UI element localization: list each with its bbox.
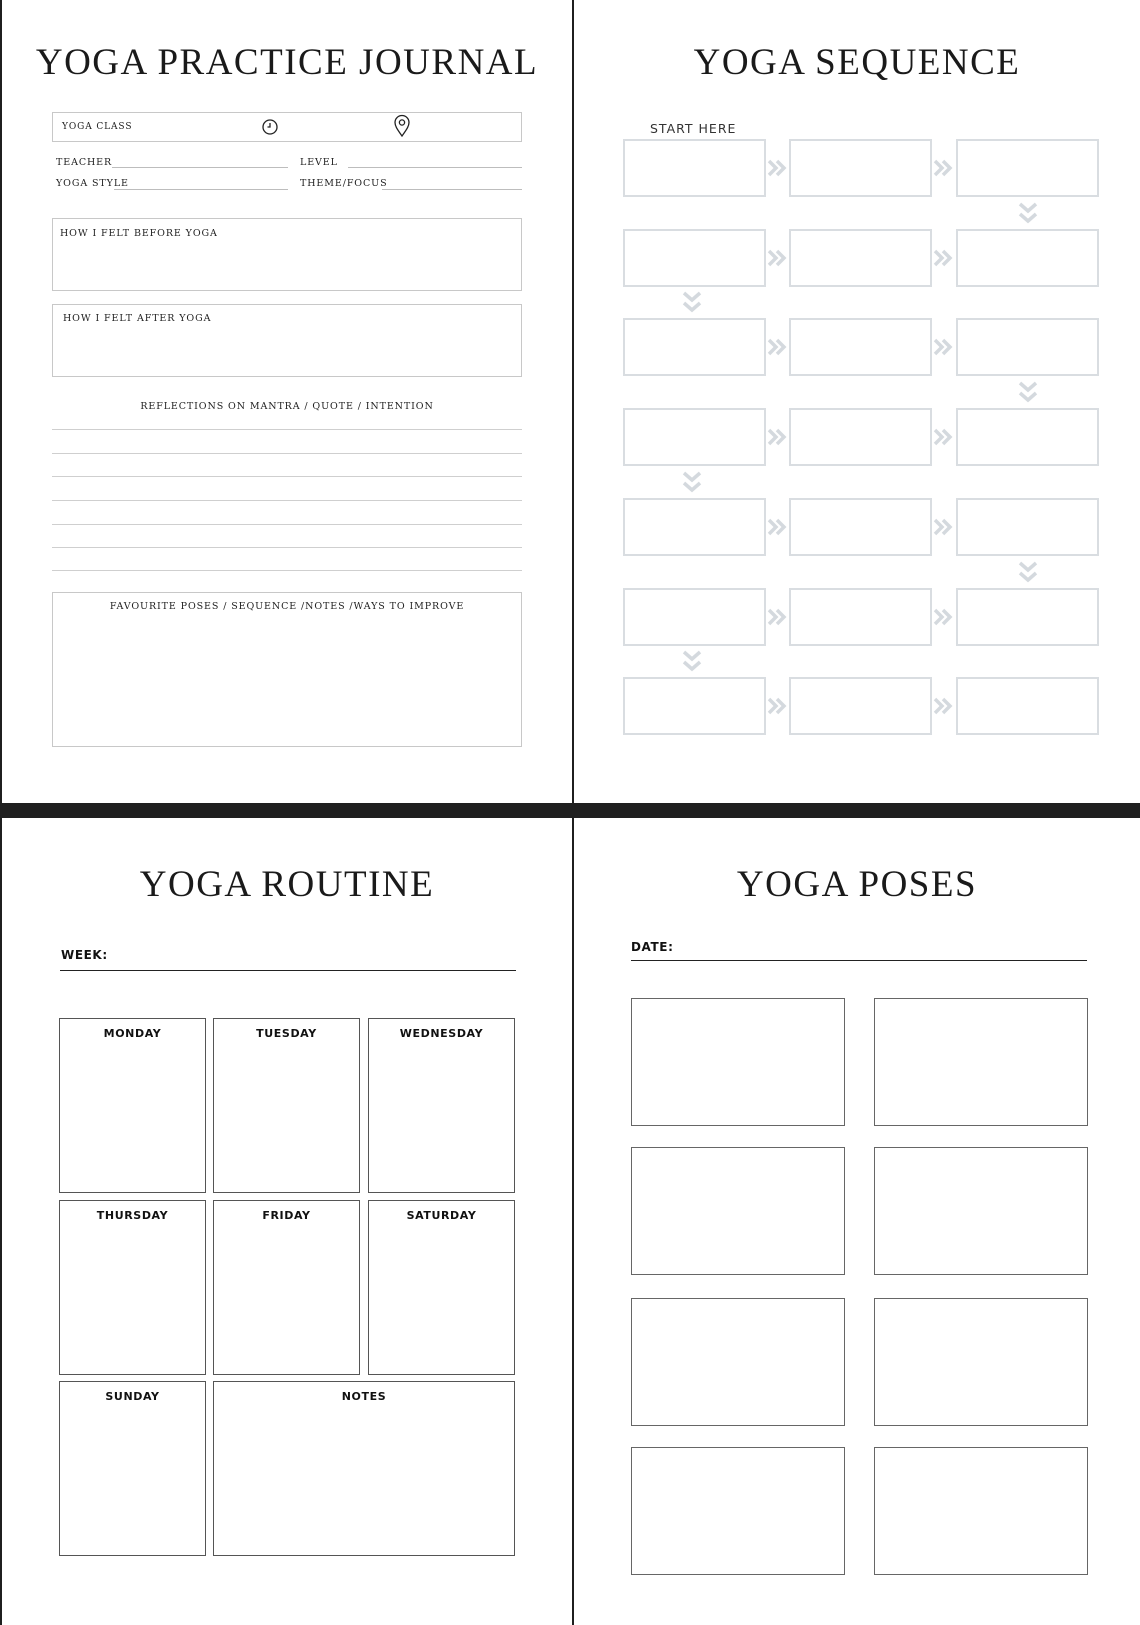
sequence-box[interactable] xyxy=(789,139,932,197)
day-label: WEDNESDAY xyxy=(399,1027,484,1040)
reflections-heading: REFLECTIONS ON MANTRA / QUOTE / INTENTION xyxy=(140,401,434,412)
date-line[interactable] xyxy=(631,960,1087,961)
day-label: TUESDAY xyxy=(256,1027,317,1040)
day-label: MONDAY xyxy=(103,1027,162,1040)
double-chevron-down-icon xyxy=(680,470,704,496)
pose-box[interactable] xyxy=(874,1298,1088,1426)
double-chevron-right-icon xyxy=(932,695,954,717)
sequence-page xyxy=(574,0,1140,803)
reflection-line[interactable] xyxy=(52,476,522,477)
journal-page xyxy=(2,0,572,803)
page-title: YOGA ROUTINE xyxy=(139,864,435,905)
double-chevron-right-icon xyxy=(766,695,788,717)
pose-box[interactable] xyxy=(631,1147,845,1275)
day-box-sunday[interactable] xyxy=(59,1381,206,1556)
double-chevron-right-icon xyxy=(766,606,788,628)
page-title: YOGA SEQUENCE xyxy=(693,42,1021,83)
felt-before-label: HOW I FELT BEFORE YOGA xyxy=(60,228,218,239)
double-chevron-down-icon xyxy=(680,290,704,316)
page-title: YOGA PRACTICE JOURNAL xyxy=(35,42,539,83)
day-label: FRIDAY xyxy=(262,1209,311,1222)
sequence-box[interactable] xyxy=(956,139,1099,197)
week-label: WEEK: xyxy=(61,948,108,962)
pose-box[interactable] xyxy=(874,1447,1088,1575)
sequence-box[interactable] xyxy=(623,408,766,466)
day-box-tuesday[interactable] xyxy=(213,1018,360,1193)
class-info-box[interactable] xyxy=(52,112,522,142)
day-label: THURSDAY xyxy=(96,1209,169,1222)
day-label: SATURDAY xyxy=(406,1209,477,1222)
reflection-line[interactable] xyxy=(52,500,522,501)
sequence-box[interactable] xyxy=(623,677,766,735)
sequence-box[interactable] xyxy=(623,318,766,376)
level-label: LEVEL xyxy=(300,157,338,168)
sequence-box[interactable] xyxy=(956,498,1099,556)
double-chevron-right-icon xyxy=(932,606,954,628)
yoga-style-line[interactable] xyxy=(114,189,288,190)
double-chevron-down-icon xyxy=(680,649,704,675)
day-box-saturday[interactable] xyxy=(368,1200,515,1375)
double-chevron-down-icon xyxy=(1016,380,1040,406)
routine-page xyxy=(2,818,572,1625)
reflection-line[interactable] xyxy=(52,570,522,571)
poses-page xyxy=(574,818,1140,1625)
sequence-box[interactable] xyxy=(789,408,932,466)
day-box-wednesday[interactable] xyxy=(368,1018,515,1193)
double-chevron-down-icon xyxy=(1016,201,1040,227)
theme-focus-label: THEME/FOCUS xyxy=(300,178,388,189)
sequence-box[interactable] xyxy=(623,229,766,287)
sequence-box[interactable] xyxy=(789,318,932,376)
double-chevron-right-icon xyxy=(766,247,788,269)
felt-after-box[interactable] xyxy=(52,304,522,377)
sequence-box[interactable] xyxy=(956,229,1099,287)
sequence-box[interactable] xyxy=(789,677,932,735)
day-box-thursday[interactable] xyxy=(59,1200,206,1375)
sequence-box[interactable] xyxy=(956,677,1099,735)
reflection-line[interactable] xyxy=(52,429,522,430)
sequence-box[interactable] xyxy=(789,229,932,287)
reflection-line[interactable] xyxy=(52,524,522,525)
sequence-box[interactable] xyxy=(623,498,766,556)
sequence-box[interactable] xyxy=(623,139,766,197)
reflection-line[interactable] xyxy=(52,547,522,548)
theme-focus-line[interactable] xyxy=(382,189,522,190)
pose-box[interactable] xyxy=(631,1298,845,1426)
reflection-line[interactable] xyxy=(52,453,522,454)
double-chevron-right-icon xyxy=(932,157,954,179)
date-label: DATE: xyxy=(631,940,674,954)
sequence-box[interactable] xyxy=(956,408,1099,466)
yoga-style-label: YOGA STYLE xyxy=(56,178,129,189)
double-chevron-right-icon xyxy=(932,336,954,358)
start-here-label: START HERE xyxy=(650,121,737,136)
sequence-box[interactable] xyxy=(789,498,932,556)
week-line[interactable] xyxy=(60,970,516,971)
clock-icon xyxy=(261,118,279,136)
double-chevron-right-icon xyxy=(932,426,954,448)
pose-box[interactable] xyxy=(631,1447,845,1575)
notes-box[interactable] xyxy=(213,1381,515,1556)
sequence-box[interactable] xyxy=(956,318,1099,376)
double-chevron-right-icon xyxy=(932,516,954,538)
pose-box[interactable] xyxy=(874,1147,1088,1275)
map-pin-icon xyxy=(393,114,411,138)
notes-label: NOTES xyxy=(341,1390,387,1403)
felt-before-box[interactable] xyxy=(52,218,522,291)
sequence-box[interactable] xyxy=(623,588,766,646)
level-line[interactable] xyxy=(348,167,522,168)
double-chevron-right-icon xyxy=(766,516,788,538)
double-chevron-right-icon xyxy=(932,247,954,269)
teacher-line[interactable] xyxy=(112,167,288,168)
double-chevron-right-icon xyxy=(766,336,788,358)
pose-box[interactable] xyxy=(874,998,1088,1126)
day-label: SUNDAY xyxy=(105,1390,160,1403)
sequence-box[interactable] xyxy=(956,588,1099,646)
favourites-heading: FAVOURITE POSES / SEQUENCE /NOTES /WAYS TO IMPROVE xyxy=(109,601,465,612)
felt-after-label: HOW I FELT AFTER YOGA xyxy=(63,313,212,324)
page-title: YOGA POSES xyxy=(736,864,978,905)
yoga-class-label: YOGA CLASS xyxy=(62,122,133,132)
double-chevron-right-icon xyxy=(766,157,788,179)
double-chevron-down-icon xyxy=(1016,560,1040,586)
teacher-label: TEACHER xyxy=(56,157,113,168)
sequence-box[interactable] xyxy=(789,588,932,646)
pose-box[interactable] xyxy=(631,998,845,1126)
day-box-friday[interactable] xyxy=(213,1200,360,1375)
day-box-monday[interactable] xyxy=(59,1018,206,1193)
double-chevron-right-icon xyxy=(766,426,788,448)
favourites-box[interactable] xyxy=(52,592,522,747)
